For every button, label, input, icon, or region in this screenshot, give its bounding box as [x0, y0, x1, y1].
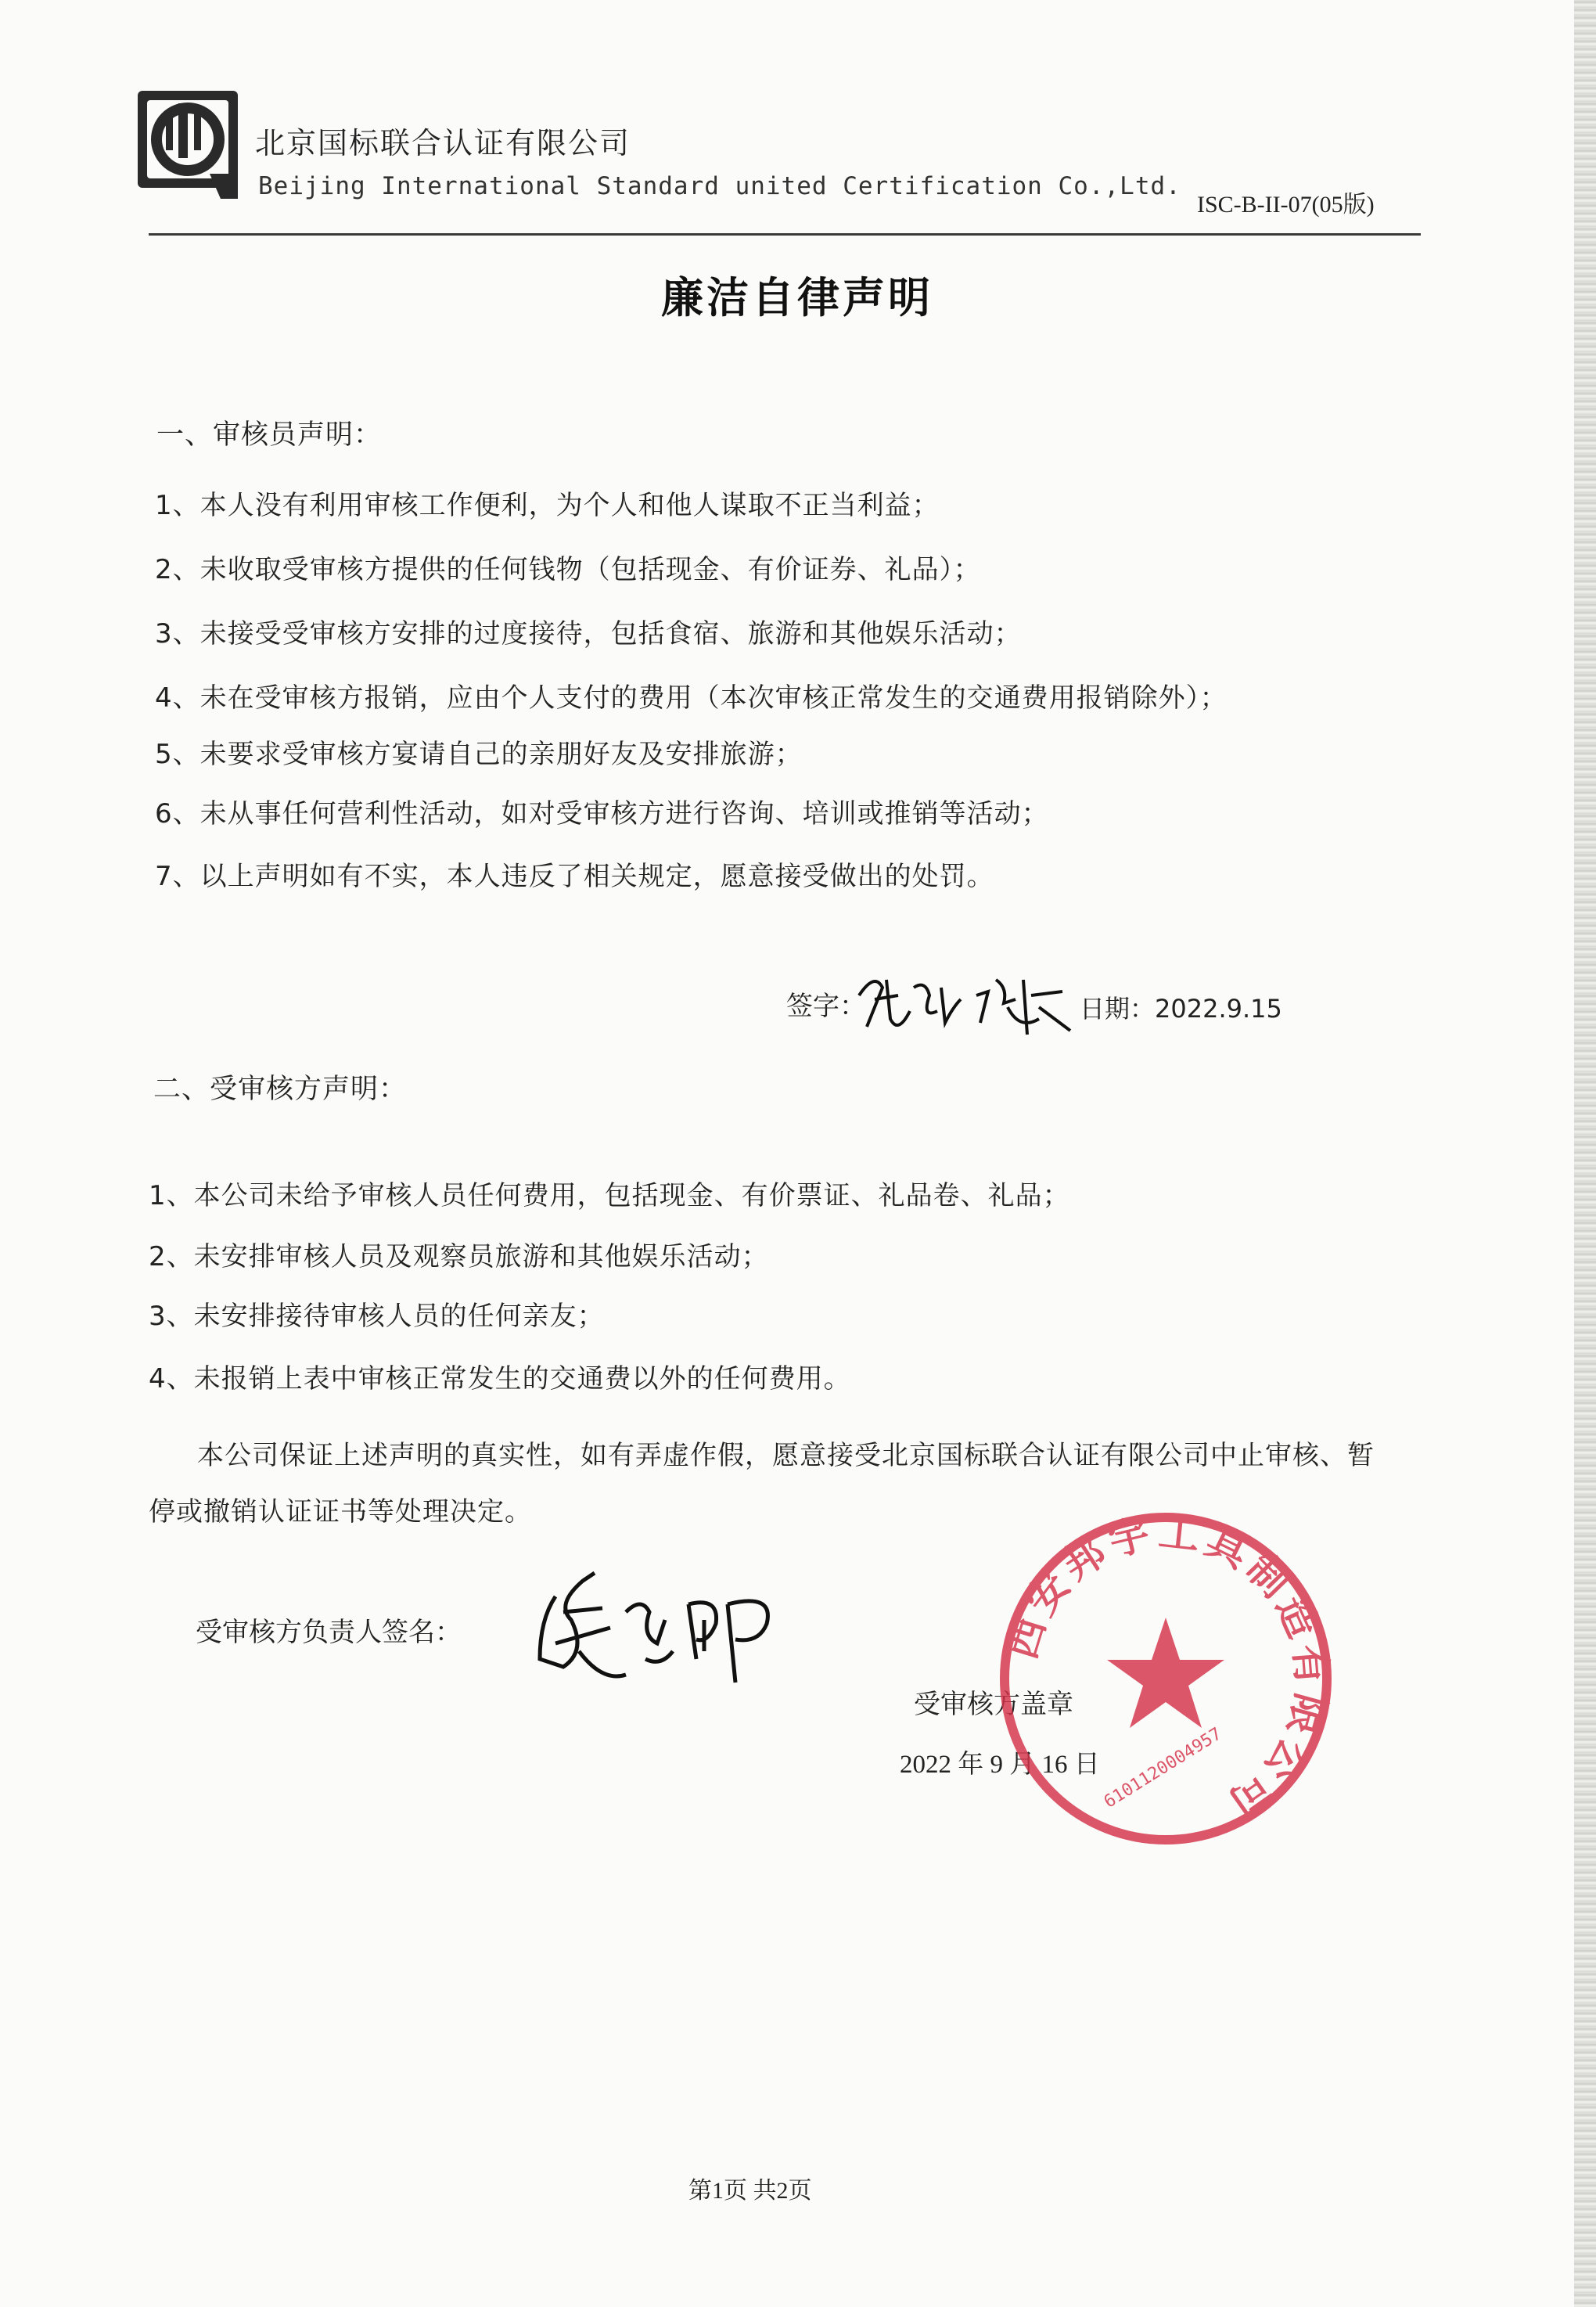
header-divider — [149, 233, 1421, 236]
auditor-item-2: 2、未收取受审核方提供的任何钱物（包括现金、有价证券、礼品）； — [155, 554, 981, 585]
auditor-date: 日期：2022.9.15 — [1080, 994, 1282, 1024]
company-name-cn: 北京国标联合认证有限公司 — [255, 126, 631, 160]
auditor-signature — [851, 964, 1080, 1042]
guarantee-line-1: 本公司保证上述声明的真实性，如有弄虚作假，愿意接受北京国标联合认证有限公司中止审核、暂 — [197, 1440, 1375, 1471]
svg-text:6101120004957: 6101120004957 — [1100, 1724, 1226, 1812]
company-name-en: Beijing International Standard united Certification Co.,Ltd. — [258, 172, 1181, 200]
auditor-item-5: 5、未要求受审核方宴请自己的亲朋好友及安排旅游； — [155, 739, 803, 770]
auditor-item-7: 7、以上声明如有不实，本人违反了相关规定，愿意接受做出的处罚。 — [155, 861, 994, 892]
responsible-sign-label: 受审核方负责人签名： — [196, 1617, 462, 1648]
svg-text:西安邦宇工具制造有限公司: 西安邦宇工具制造有限公司 — [998, 1509, 1335, 1830]
company-seal-stamp — [994, 1506, 1338, 1851]
auditee-item-1: 1、本公司未给予审核人员任何费用，包括现金、有价票证、礼品卷、礼品； — [149, 1180, 1070, 1211]
seal-label: 受审核方盖章 — [914, 1689, 1073, 1720]
guarantee-line-2: 停或撤销认证证书等处理决定。 — [149, 1496, 532, 1528]
responsible-signature — [509, 1549, 821, 1706]
page-number: 第1页 共2页 — [688, 2178, 812, 2204]
company-logo-icon — [135, 88, 241, 202]
auditor-item-1: 1、本人没有利用审核工作便利，为个人和他人谋取不正当利益； — [155, 490, 940, 521]
seal-date: 2022 年 9 月 16 日 — [900, 1751, 1100, 1779]
page-title: 廉洁自律声明 — [661, 273, 933, 322]
scan-edge-shadow — [1574, 0, 1596, 2307]
auditor-heading: 一、审核员声明： — [156, 419, 383, 451]
auditor-item-3: 3、未接受受审核方安排的过度接待，包括食宿、旅游和其他娱乐活动； — [155, 618, 1022, 650]
auditor-item-6: 6、未从事任何营利性活动，如对受审核方进行咨询、培训或推销等活动； — [155, 798, 1049, 830]
auditee-item-2: 2、未安排审核人员及观察员旅游和其他娱乐活动； — [149, 1241, 769, 1272]
auditor-sign-label: 签字： — [786, 991, 866, 1022]
auditee-item-4: 4、未报销上表中审核正常发生的交通费以外的任何费用。 — [149, 1363, 851, 1395]
auditee-heading: 二、受审核方声明： — [153, 1074, 408, 1105]
auditor-item-4: 4、未在受审核方报销，应由个人支付的费用（本次审核正常发生的交通费用报销除外）； — [155, 682, 1228, 714]
auditee-item-3: 3、未安排接待审核人员的任何亲友； — [149, 1301, 605, 1332]
document-code: ISC-B-II-07(05版) — [1197, 192, 1375, 218]
